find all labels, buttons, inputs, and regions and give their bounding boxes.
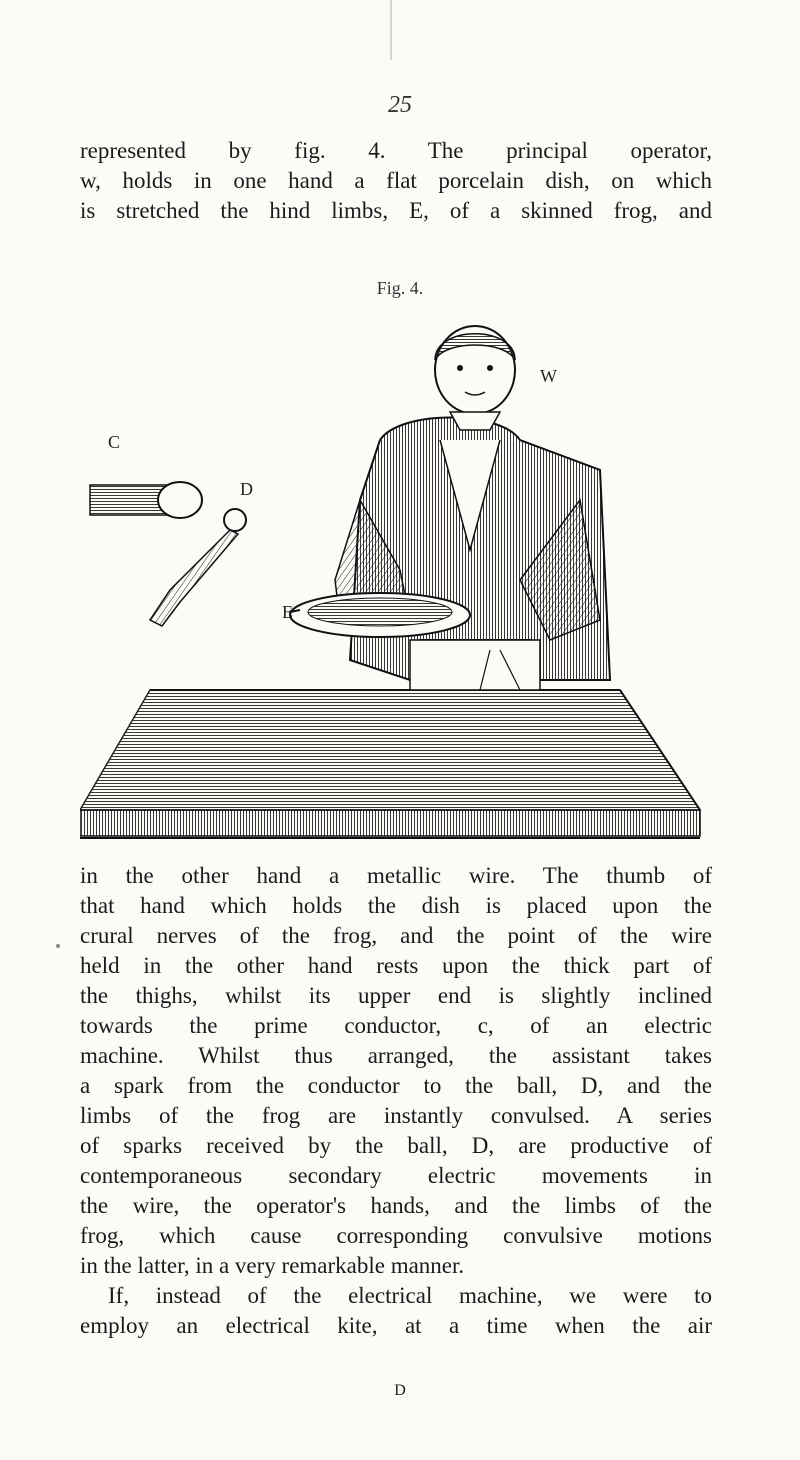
porcelain-dish [290,593,470,637]
text-line: that hand which holds the dish is placed upon the [80,893,712,918]
text-line: in the other hand a metallic wire. The thumb of [80,863,712,888]
text-line: of sparks received by the ball, D, are productive of [80,1133,712,1158]
signature-mark: D [394,1382,406,1399]
text-line: crural nerves of the frog, and the point of the wire [80,923,712,948]
text-line: is stretched the hind limbs, E, of a skinned frog, and [80,198,712,223]
text-line: towards the prime conductor, c, of an electric [80,1013,712,1038]
text-line: machine. Whilst thus arranged, the assistant takes [80,1043,712,1068]
text-line: held in the other hand rests upon the thick part of [80,953,712,978]
body-paragraph [80,861,712,1341]
page-number: 25 [388,92,412,118]
text-line: contemporaneous secondary electric movements in [80,1163,712,1188]
text-line: If, instead of the electrical machine, we were to [108,1283,712,1308]
table [80,690,700,838]
wire-and-ball [150,509,246,626]
label-e: E [282,602,293,622]
label-c: C [108,432,121,452]
text-line: w, holds in one hand a flat porcelain dish, on which [80,168,712,193]
label-w: W [540,366,557,386]
text-line: in the latter, in a very remarkable manner. [80,1253,465,1278]
prime-conductor [90,482,202,518]
gutter-mark [390,0,392,60]
intro-paragraph [80,136,712,226]
label-d: D [240,479,253,499]
text-line: employ an electrical kite, at a time when the air [80,1313,712,1338]
text-line: a spark from the conductor to the ball, D, and the [80,1073,712,1098]
text-line: represented by fig. 4. The principal operator, [80,138,712,163]
frog-experiment-illustration [80,320,720,860]
figure-caption: Fig. 4. [376,278,424,298]
margin-dot [56,944,60,948]
text-line: the thighs, whilst its upper end is slightly inclined [80,983,712,1008]
text-line: the wire, the operator's hands, and the limbs of the [80,1193,712,1218]
text-line: frog, which cause corresponding convulsive motions [80,1223,712,1248]
text-line: limbs of the frog are instantly convulsed. A series [80,1103,712,1128]
